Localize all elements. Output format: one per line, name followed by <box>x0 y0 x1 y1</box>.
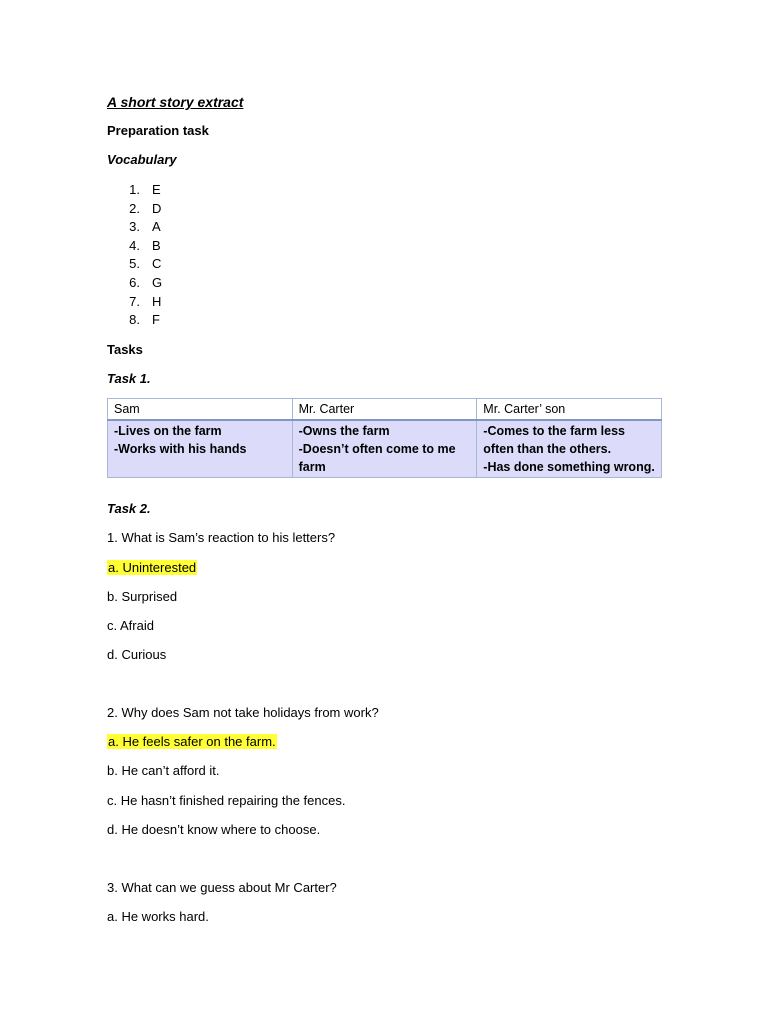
list-item <box>107 294 162 313</box>
answer-option: d. He doesn’t know where to choose. <box>107 822 321 837</box>
highlighted-answer: a. He feels safer on the farm. <box>108 734 276 749</box>
tasks-heading: Tasks <box>107 342 143 357</box>
column-header-mr-carter: Mr. Carter <box>292 399 477 421</box>
item-answer: G <box>152 274 163 290</box>
highlighted-answer: a. Uninterested <box>108 560 197 575</box>
item-number: 7. <box>129 293 140 309</box>
answer-option: a. He works hard. <box>107 909 209 924</box>
list-item <box>107 312 162 331</box>
item-number: 2. <box>129 200 140 216</box>
task2-heading: Task 2. <box>107 501 151 516</box>
table-cell-mr-carter <box>292 420 477 478</box>
table-cell-sam <box>108 420 293 478</box>
item-number: 6. <box>129 274 140 290</box>
answer-option <box>107 734 277 750</box>
preparation-task-heading: Preparation task <box>107 123 209 138</box>
list-item <box>107 275 162 294</box>
item-number: 3. <box>129 219 140 235</box>
answer-option: b. He can’t afford it. <box>107 763 220 778</box>
table-header-row <box>108 399 662 421</box>
list-item <box>107 219 162 238</box>
task1-heading: Task 1. <box>107 371 151 386</box>
item-answer: H <box>152 293 162 309</box>
vocabulary-heading: Vocabulary <box>107 152 177 167</box>
item-answer: F <box>152 312 160 328</box>
item-answer: A <box>152 219 161 235</box>
item-number: 5. <box>129 256 140 272</box>
item-number: 4. <box>129 237 140 253</box>
document-title: A short story extract <box>107 94 244 110</box>
item-answer: C <box>152 256 162 272</box>
task1-table <box>107 398 662 478</box>
question-3: 3. What can we guess about Mr Carter? <box>107 880 337 895</box>
question-2: 2. Why does Sam not take holidays from work? <box>107 705 379 720</box>
cell-line: -Lives on the farm <box>114 424 222 438</box>
list-item <box>107 256 162 275</box>
answer-option: b. Surprised <box>107 589 178 604</box>
column-header-mr-carter-son: Mr. Carter’ son <box>477 399 662 421</box>
vocabulary-list <box>107 182 162 331</box>
question-1: 1. What is Sam’s reaction to his letters? <box>107 530 336 545</box>
list-item <box>107 201 162 220</box>
table-cell-mr-carter-son <box>477 420 662 478</box>
cell-line: -Has done something wrong. <box>483 460 655 474</box>
cell-line: -Comes to the farm less often than the others. <box>483 424 625 456</box>
column-header-sam: Sam <box>108 399 293 421</box>
answer-option: c. He hasn’t finished repairing the fences. <box>107 793 346 808</box>
item-answer: B <box>152 237 161 253</box>
cell-line: -Works with his hands <box>114 442 247 456</box>
answer-option <box>107 560 197 576</box>
item-answer: D <box>152 200 162 216</box>
table-row <box>108 420 662 478</box>
item-number: 1. <box>129 182 140 197</box>
item-number: 8. <box>129 312 140 328</box>
cell-line: -Owns the farm <box>298 424 390 438</box>
list-item <box>107 182 162 201</box>
answer-option: d. Curious <box>107 647 167 662</box>
list-item <box>107 238 162 257</box>
cell-line: -Doesn’t often come to me farm <box>298 442 456 474</box>
item-answer: E <box>152 182 161 197</box>
answer-option: c. Afraid <box>107 618 154 633</box>
